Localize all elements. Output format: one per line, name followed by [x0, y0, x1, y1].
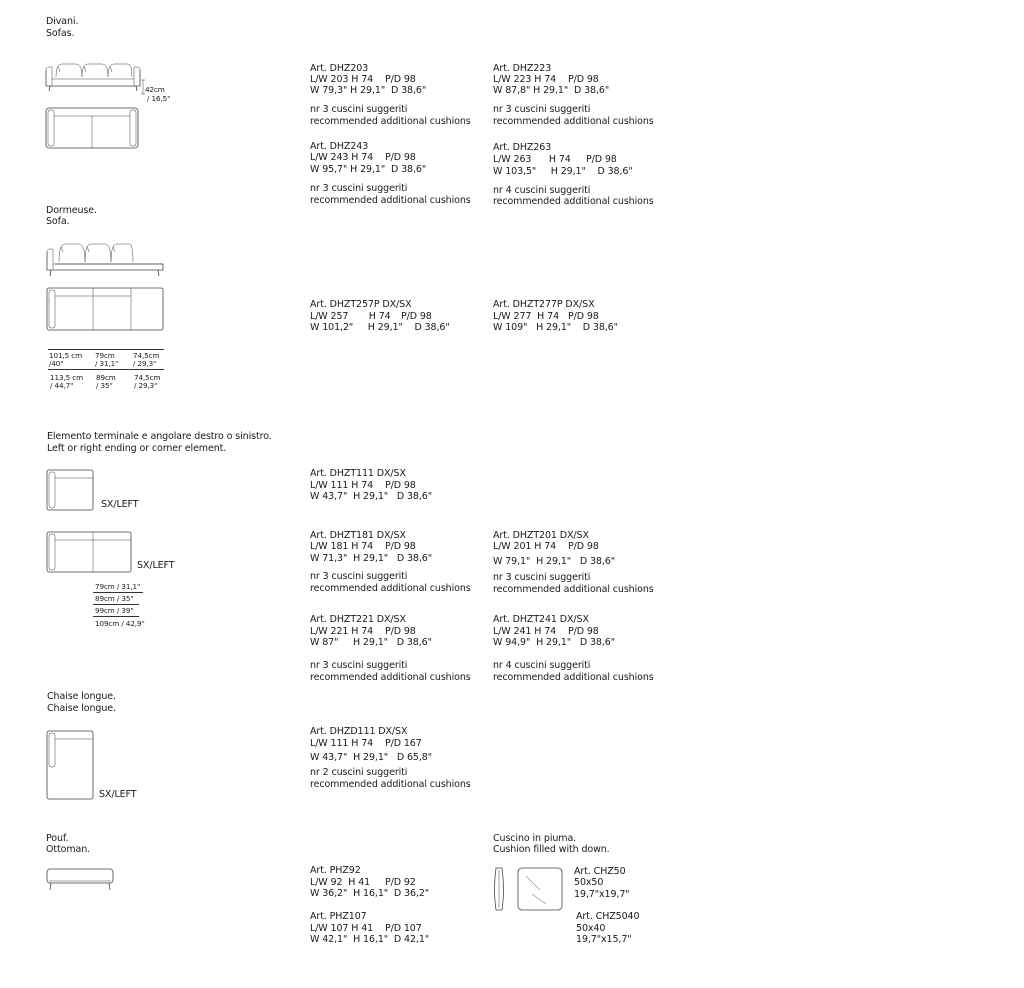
art-dhzt201-lw: L/W 201 H 74 [493, 541, 557, 552]
dormeuse-dim-r1c2a: 79cm [95, 351, 115, 360]
art-dhzt257p-lw: L/W 257 H 74 [310, 311, 391, 322]
art-dhzd111-w: W 43,7" H 29,1" D 65,8" [310, 752, 432, 763]
art-dhzt241-it: nr 4 cuscini suggeriti [493, 660, 591, 671]
art-dhz263-it: nr 4 cuscini suggeriti [493, 185, 591, 196]
art-dhz223-en: recommended additional cushions [493, 116, 654, 127]
art-dhz263-pd: P/D 98 [586, 154, 617, 165]
art-dhzt201-code: Art. DHZT201 DX/SX [493, 530, 589, 541]
art-dhzt277p-lw: L/W 277 H 74 [493, 311, 560, 322]
art-dhzt221-it: nr 3 cuscini suggeriti [310, 660, 408, 671]
art-dhzd111-en: recommended additional cushions [310, 779, 471, 790]
art-dhzt111-code: Art. DHZT111 DX/SX [310, 468, 406, 479]
art-chz5040-size: 50x40 [576, 923, 606, 934]
pouf-title-en: Ottoman. [46, 844, 91, 855]
sx-left-label-1: SX/LEFT [101, 499, 139, 510]
terminal-dim-line-2 [93, 604, 139, 605]
art-dhzt111-w: W 43,7" H 29,1" D 38,6" [310, 491, 432, 502]
art-phz107-code: Art. PHZ107 [310, 911, 367, 922]
art-dhz263-w: W 103,5" H 29,1" D 38,6" [493, 166, 633, 177]
art-dhzt257p-w: W 101,2" H 29,1" D 38,6" [310, 322, 450, 333]
art-dhzt221-w: W 87" H 29,1" D 38,6" [310, 637, 432, 648]
art-dhz223-lw: L/W 223 H 74 [493, 74, 557, 85]
dormeuse-dim-r1c1a: 101,5 cm [49, 351, 83, 360]
art-chz5040-code: Art. CHZ5040 [576, 911, 640, 922]
art-dhz263-code: Art. DHZ263 [493, 142, 552, 153]
art-dhzt201-pd: P/D 98 [568, 541, 599, 552]
art-dhz243-it: nr 3 cuscini suggeriti [310, 183, 408, 194]
art-dhzd111-it: nr 2 cuscini suggeriti [310, 767, 408, 778]
pouf-drawing [45, 866, 117, 894]
art-dhz223-code: Art. DHZ223 [493, 63, 552, 74]
terminal-large-drawing [45, 530, 133, 574]
art-dhzt221-code: Art. DHZT221 DX/SX [310, 614, 406, 625]
art-dhzt181-pd: P/D 98 [385, 541, 416, 552]
art-dhzt257p-pd: P/D 98 [401, 311, 432, 322]
chaise-drawing [45, 729, 95, 801]
art-phz92-pd: P/D 92 [385, 877, 416, 888]
art-phz107-pd: P/D 107 [385, 923, 422, 934]
dormeuse-dim-divider [48, 369, 164, 370]
art-phz92-code: Art. PHZ92 [310, 865, 361, 876]
art-dhzt257p-code: Art. DHZT257P DX/SX [310, 299, 412, 310]
sofas-title-it: Divani. [46, 16, 79, 27]
art-phz107-lw: L/W 107 H 41 [310, 923, 374, 934]
art-phz92-w: W 36,2" H 16,1" D 36,2" [310, 888, 430, 899]
art-chz50-in: 19,7"x19,7" [574, 889, 630, 900]
dormeuse-dim-r2c1b: / 44,7" [50, 381, 74, 390]
art-dhz223-it: nr 3 cuscini suggeriti [493, 104, 591, 115]
art-dhz243-en: recommended additional cushions [310, 195, 471, 206]
dormeuse-title-it: Dormeuse. [46, 205, 97, 216]
art-dhzt277p-w: W 109" H 29,1" D 38,6" [493, 322, 618, 333]
art-dhz203-en: recommended additional cushions [310, 116, 471, 127]
art-dhzt201-w: W 79,1" H 29,1" D 38,6" [493, 556, 615, 567]
pouf-title-it: Pouf. [46, 833, 69, 844]
dormeuse-dim-r1c3a: 74,5cm [133, 351, 160, 360]
dormeuse-top-drawing [45, 286, 165, 332]
art-dhzt181-en: recommended additional cushions [310, 583, 471, 594]
terminal-dim-line-1 [93, 592, 143, 593]
terminal-title-it: Elemento terminale e angolare destro o sinistro. [47, 431, 272, 442]
art-dhz263-lw: L/W 263 H 74 [493, 154, 571, 165]
art-dhzt221-lw: L/W 221 H 74 [310, 626, 374, 637]
art-dhzt201-en: recommended additional cushions [493, 584, 654, 595]
terminal-dim-4: 109cm / 42,9" [95, 619, 145, 628]
dormeuse-dim-r2c1a: 113,5 cm [50, 373, 84, 382]
height-dim-in: / 16,5" [147, 94, 171, 103]
art-dhzt241-en: recommended additional cushions [493, 672, 654, 683]
dormeuse-side-drawing [45, 240, 167, 280]
art-dhz223-pd: P/D 98 [568, 74, 599, 85]
art-dhzd111-pd: P/D 167 [385, 738, 422, 749]
art-dhz243-lw: L/W 243 H 74 [310, 152, 374, 163]
dormeuse-dim-r1c1b: /40" [49, 359, 64, 368]
sofas-title-en: Sofas. [46, 28, 75, 39]
art-dhzt181-code: Art. DHZT181 DX/SX [310, 530, 406, 541]
art-dhzt241-lw: L/W 241 H 74 [493, 626, 557, 637]
art-dhzt241-w: W 94,9" H 29,1" D 38,6" [493, 637, 615, 648]
art-dhz243-code: Art. DHZ243 [310, 141, 369, 152]
art-dhzt221-en: recommended additional cushions [310, 672, 471, 683]
art-phz107-w: W 42,1" H 16,1" D 42,1" [310, 934, 430, 945]
art-dhz203-it: nr 3 cuscini suggeriti [310, 104, 408, 115]
dormeuse-dim-r2c3b: / 29,3" [134, 381, 158, 390]
dormeuse-dim-r1c2b: / 31,1" [95, 359, 119, 368]
art-dhzt111-lw: L/W 111 H 74 [310, 480, 374, 491]
art-dhz203-w: W 79,3" H 29,1" D 38,6" [310, 85, 427, 96]
art-dhz243-w: W 95,7" H 29,1" D 38,6" [310, 164, 427, 175]
art-dhz243-pd: P/D 98 [385, 152, 416, 163]
dormeuse-dim-r2c2b: / 35" [96, 381, 113, 390]
terminal-dim-3: 99cm / 39" [95, 606, 134, 615]
height-dim-cm: 42cm [145, 85, 165, 94]
art-phz92-lw: L/W 92 H 41 [310, 877, 371, 888]
art-dhzt181-lw: L/W 181 H 74 [310, 541, 374, 552]
art-dhz203-pd: P/D 98 [385, 74, 416, 85]
terminal-dim-line-3 [93, 616, 139, 617]
terminal-dim-2: 89cm / 35" [95, 594, 134, 603]
sx-left-label-2: SX/LEFT [137, 560, 175, 571]
art-dhz203-lw: L/W 203 H 74 [310, 74, 374, 85]
art-chz50-size: 50x50 [574, 877, 604, 888]
terminal-dim-1: 79cm / 31,1" [95, 582, 141, 591]
dormeuse-title-en: Sofa. [46, 216, 70, 227]
cushion-title-en: Cushion filled with down. [493, 844, 610, 855]
cushion-title-it: Cuscino in piuma. [493, 833, 577, 844]
art-dhzt277p-code: Art. DHZT277P DX/SX [493, 299, 595, 310]
art-dhzt111-pd: P/D 98 [385, 480, 416, 491]
art-dhzt181-it: nr 3 cuscini suggeriti [310, 571, 408, 582]
art-dhzt201-it: nr 3 cuscini suggeriti [493, 572, 591, 583]
terminal-title-en: Left or right ending or corner element. [47, 443, 227, 454]
art-dhzt241-pd: P/D 98 [568, 626, 599, 637]
art-dhzt277p-pd: P/D 98 [568, 311, 599, 322]
art-dhz263-en: recommended additional cushions [493, 196, 654, 207]
art-dhzt241-code: Art. DHZT241 DX/SX [493, 614, 589, 625]
chaise-title-en: Chaise longue. [47, 703, 116, 714]
sofa-side-drawing [44, 60, 144, 96]
dormeuse-dim-r2c2a: 89cm [96, 373, 116, 382]
sx-left-label-3: SX/LEFT [99, 789, 137, 800]
sofa-top-drawing [44, 106, 140, 150]
art-dhz203-code: Art. DHZ203 [310, 63, 369, 74]
art-dhzd111-code: Art. DHZD111 DX/SX [310, 726, 408, 737]
dormeuse-dim-r1c3b: / 29,3" [133, 359, 157, 368]
dormeuse-dim-topline [48, 349, 164, 350]
art-dhzt181-w: W 71,3" H 29,1" D 38,6" [310, 553, 432, 564]
terminal-small-drawing [45, 468, 95, 512]
chaise-title-it: Chaise longue. [47, 691, 116, 702]
art-dhzd111-lw: L/W 111 H 74 [310, 738, 374, 749]
art-dhz223-w: W 87,8" H 29,1" D 38,6" [493, 85, 610, 96]
art-chz5040-in: 19,7"x15,7" [576, 934, 632, 945]
dormeuse-dim-r2c3a: 74,5cm [134, 373, 161, 382]
cushion-drawing [492, 866, 566, 914]
art-dhzt221-pd: P/D 98 [385, 626, 416, 637]
art-chz50-code: Art. CHZ50 [574, 866, 626, 877]
